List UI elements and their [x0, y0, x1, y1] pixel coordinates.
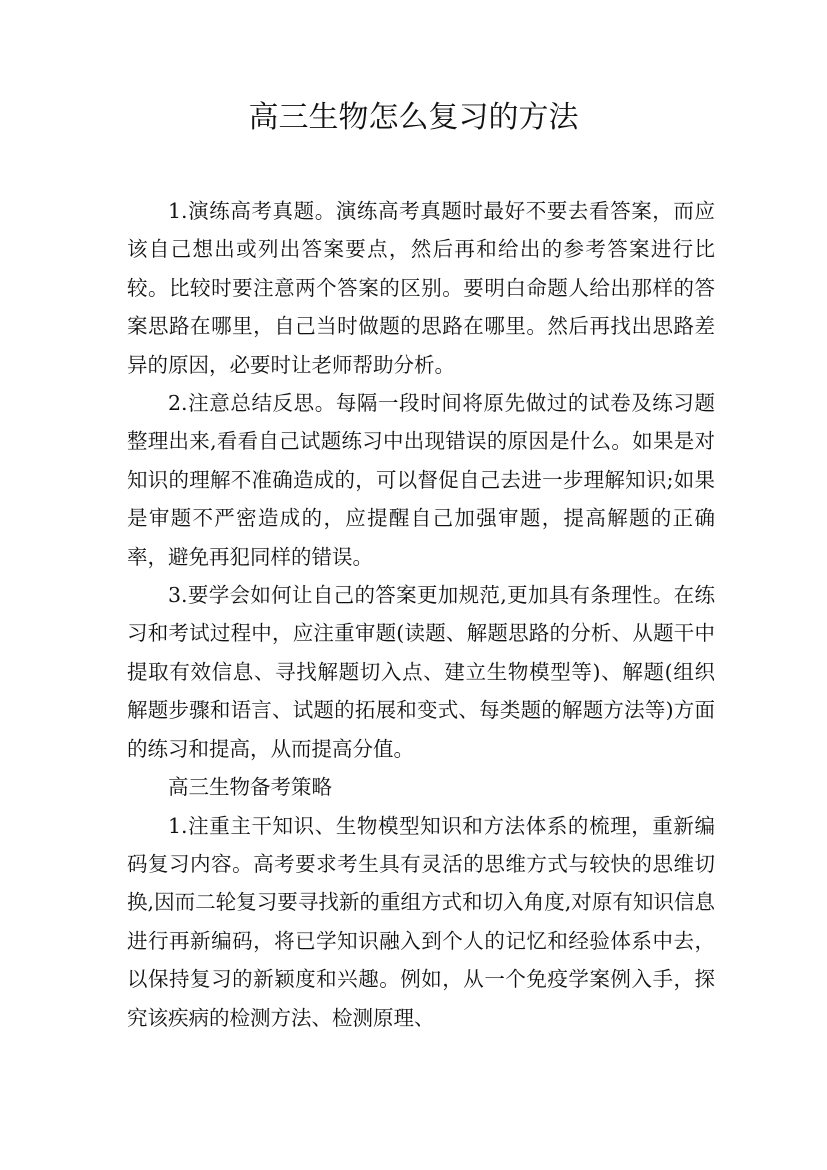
paragraph-core-knowledge: 1.注重主干知识、生物模型知识和方法体系的梳理，重新编码复习内容。高考要求考生具有灵活的思维方式与较快的思维切换,因而二轮复习要寻找新的重组方式和切入角度,对原有知识信息进行再新编码，将已学知识融入到个人的记忆和经验体系中去，以保持复习的新颖度和兴趣。例如，从一个免疫学案例入手，探究该疾病的检测方法、检测原理、 [127, 813, 715, 1030]
document-body [127, 192, 715, 1037]
document-title: 高三生物怎么复习的方法 [248, 100, 579, 135]
section-heading-exam-strategy: 高三生物备考策略 [168, 775, 332, 800]
paragraph-practice-exam-questions: 1.演练高考真题。演练高考真题时最好不要去看答案，而应该自己想出或列出答案要点，然后再和给出的参考答案进行比较。比较时要注意两个答案的区别。要明白命题人给出那样的答案思路在哪里，自己当时做题的思路在哪里。然后再找出思路差异的原因，必要时让老师帮助分析。 [127, 199, 715, 377]
paragraph-standardize-answers: 3.要学会如何让自己的答案更加规范,更加具有条理性。在练习和考试过程中，应注重审题(读题、解题思路的分析、从题干中提取有效信息、寻找解题切入点、建立生物模型等)、解题(组织解题步骤和语言、试题的拓展和变式、每类题的解题方法等)方面的练习和提高，从而提高分值。 [127, 583, 715, 761]
paragraph-summarize-reflect: 2.注意总结反思。每隔一段时间将原先做过的试卷及练习题整理出来,看看自己试题练习中出现错误的原因是什么。如果是对知识的理解不准确造成的，可以督促自己去进一步理解知识;如果是审题不严密造成的，应提醒自己加强审题，提高解题的正确率，避免再犯同样的错误。 [127, 391, 715, 569]
